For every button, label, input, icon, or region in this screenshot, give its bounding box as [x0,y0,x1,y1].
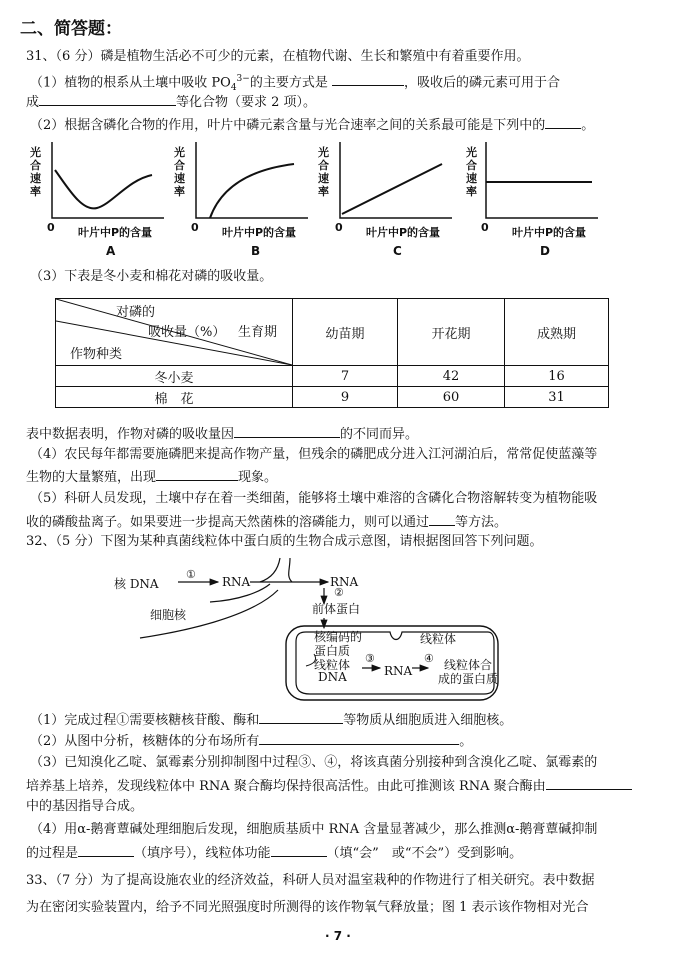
q31-p2-blank[interactable] [545,115,581,129]
q32-p2-blank[interactable] [259,731,459,745]
q31-p2-end: 。 [581,118,595,133]
q32-part2 [30,731,472,751]
q31-after-table [26,424,418,444]
diag-mito-dna-2: DNA [318,670,347,684]
q31-part5-line2 [26,512,507,532]
graph-d-xlabel: 叶片中P的含量 [512,226,587,239]
q32-p4-blank2[interactable] [271,843,327,857]
q32-p1-text-b: 等物质从细胞质进入细胞核。 [343,713,513,728]
diag-nuclear-encoded-1: 核编码的 [314,630,363,644]
graph-d-letter: D [540,244,550,258]
q32-p4-text-b: 的过程是 [26,846,79,861]
q32-p3-blank[interactable] [546,776,632,790]
q31-part2 [30,115,594,135]
q32-part1 [30,710,512,730]
q32-p1-text-a: （1）完成过程①需要核糖核苷酸、酶和 [30,713,260,728]
q31-p1-text-c: ，吸收后的磷元素可用于合 [403,75,560,91]
q31-p1-sub: 4 [230,82,237,93]
table-row [56,366,609,387]
diag-nuclear-encoded-2: 蛋白质 [314,644,351,658]
q32-part4-line1: （4）用α-鹅膏蕈碱处理细胞后发现，细胞质基质中 RNA 含量显著减少，那么推测α-鹅膏蕈碱抑制 [30,822,598,837]
table-cell: 42 [398,366,505,387]
graph-c-letter: C [393,244,402,258]
table-cell: 31 [505,387,609,408]
page-number: · 7 · [325,929,351,943]
section-title: 二、简答题： [20,19,122,39]
table-header: 幼苗期 [293,299,398,366]
graph-b-origin: 0 [191,221,199,234]
q32-p4-text-d: （填“会” 或“不会”）受到影响。 [326,846,523,861]
graph-d-origin: 0 [481,221,489,234]
diag-mito-dna-1: 线粒体 [314,658,351,672]
q31-stem: 31、（6 分）磷是植物生活必不可少的元素，在植物代谢、生长和繁殖中有着重要作用。 [26,49,530,64]
q31-p1-blank1[interactable] [332,72,404,86]
q31-part5-line1: （5）科研人员发现，土壤中存在着一类细菌，能够将土壤中难溶的含磷化合物溶解转变为植物能吸 [30,491,598,506]
diag-nucleus: 细胞核 [150,608,187,622]
graph-d-plot [476,140,601,225]
q31-p1-text-e: 等化合物（要求 2 项）。 [176,95,317,110]
graph-b-ylabel: 光 合 速 率 [174,146,185,198]
graph-a-ylabel: 光 合 速 率 [30,146,41,198]
diag-rna1: RNA [222,575,251,589]
q31-p1-sup: 3− [236,74,250,84]
q32-part3-line1: （3）已知溴化乙啶、氯霉素分别抑制图中过程③、④，将该真菌分别接种到含溴化乙啶、氯霉素的 [30,755,598,770]
graph-c-plot [330,140,455,225]
graph-a-xlabel: 叶片中P的含量 [78,226,153,239]
q32-part4-line2 [26,843,522,863]
diag-rna3: RNA [384,664,413,678]
q31-p1-text-a: （1）植物的根系从土壤中吸收 PO [30,75,231,91]
graph-c-origin: 0 [335,221,343,234]
graph-a-letter: A [106,244,116,258]
q33-line1: 33、（7 分）为了提高设施农业的经济效益，科研人员对温室栽种的作物进行了相关研究。表中数据 [26,873,595,888]
graph-b-plot [186,140,311,225]
table-row [56,387,609,408]
corner-bottom: 作物种类 [70,347,123,362]
graph-b-letter: B [251,244,261,258]
q31-p1-blank2[interactable] [39,92,176,106]
diag-mito-protein-2: 成的蛋白质 [438,672,499,686]
table-corner-cell [56,299,293,366]
corner-top: 对磷的 [116,305,156,320]
q32-p4-text-c: （填序号），线粒体功能 [134,846,271,861]
after-table-text-a: 表中数据表明，作物对磷的吸收量因 [26,427,235,442]
q31-part4-line1: （4）农民每年都需要施磷肥来提高作物产量，但残余的磷肥成分进入江河湖泊后，常常促使蓝藻等 [30,447,598,462]
graph-a-plot [42,140,167,225]
after-table-text-b: 的不同而异。 [340,427,419,442]
corner-mid: 吸收量（%） [148,325,226,340]
table-header-row [56,299,609,366]
diag-rna2: RNA [330,575,359,589]
p4-blank[interactable] [156,467,238,481]
table-cell-crop: 棉 花 [56,387,293,408]
q31-part4-line2 [26,467,277,487]
graph-b-xlabel: 叶片中P的含量 [222,226,297,239]
after-table-blank[interactable] [234,424,340,438]
q31-part3: （3）下表是冬小麦和棉花对磷的吸收量。 [30,269,273,284]
diag-step3: ③ [365,652,375,665]
table-cell: 9 [293,387,398,408]
p5-blank[interactable] [429,512,455,526]
diag-mito-protein-1: 线粒体合 [444,658,493,672]
q31-p1-text-d: 成 [26,95,40,110]
q32-p1-blank[interactable] [259,710,343,724]
q32-part3-line2 [26,776,632,796]
diag-step1: ① [186,568,196,581]
table-cell: 16 [505,366,609,387]
table-cell-crop: 冬小麦 [56,366,293,387]
q32-p2-text-b: 。 [459,734,473,749]
q33-line2: 为在密闭实验装置内，给予不同光照强度时所测得的该作物氧气释放量；图 1 表示该作物相对光合 [26,900,589,915]
q32-p4-blank1[interactable] [78,843,134,857]
corner-stage: 生育期 [238,325,278,340]
table-cell: 7 [293,366,398,387]
diag-nuclear-dna: 核 DNA [114,577,159,591]
diag-step4: ④ [424,652,434,665]
diag-mito: 线粒体 [420,632,457,646]
p5-text-b: 收的磷酸盐离子。如果要进一步提高天然菌株的溶磷能力，则可以通过 [26,515,430,530]
q32-p2-text-a: （2）从图中分析，核糖体的分布场所有 [30,734,260,749]
q31-p1-text-b: 的主要方式是 [249,75,328,91]
p4-text-c: 现象。 [238,470,278,485]
p4-text-b: 生物的大量繁殖，出现 [26,470,157,485]
graph-a-origin: 0 [47,221,55,234]
diag-precursor: 前体蛋白 [312,602,361,616]
graph-c-ylabel: 光 合 速 率 [318,146,329,198]
q31-part1-line2 [26,92,316,112]
table-header: 成熟期 [505,299,609,366]
table-header: 开花期 [398,299,505,366]
table-cell: 60 [398,387,505,408]
graph-d-ylabel: 光 合 速 率 [466,146,477,198]
phosphorus-table [55,298,609,408]
q32-p3-text-b: 培养基上培养，发现线粒体中 RNA 聚合酶均保持很高活性。由此可推测该 RNA 聚合酶由 [26,779,546,794]
q32-stem: 32、（5 分）下图为某种真菌线粒体中蛋白质的生物合成示意图，请根据图回答下列问题。 [26,534,543,549]
diag-step2: ② [334,586,344,599]
q32-part3-line3: 中的基因指导合成。 [26,799,144,814]
graph-c-xlabel: 叶片中P的含量 [366,226,441,239]
q31-p2-text: （2）根据含磷化合物的作用，叶片中磷元素含量与光合速率之间的关系最可能是下列中的 [30,118,546,133]
p5-text-c: 等方法。 [455,515,508,530]
